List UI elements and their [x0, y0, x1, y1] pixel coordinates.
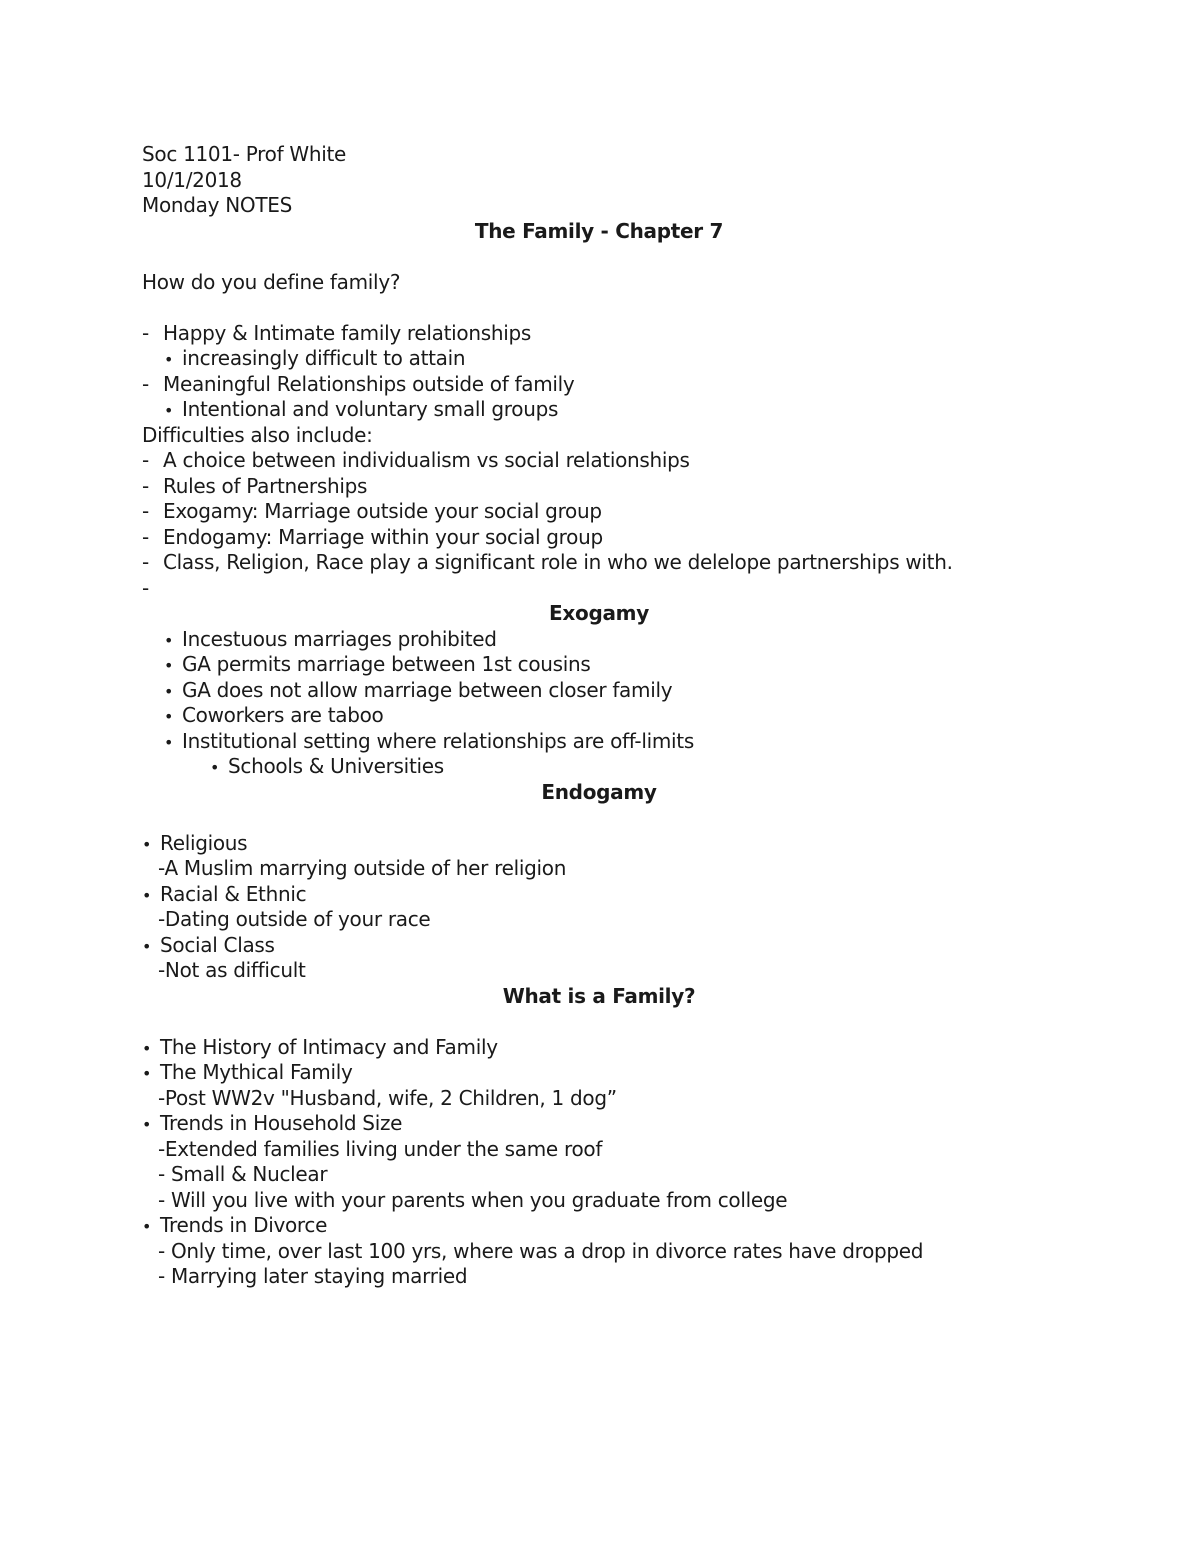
spacer [142, 1009, 1062, 1035]
bullet-marker: • [142, 834, 152, 854]
list-item-text: Institutional setting where relationships are off-limits [182, 728, 694, 753]
bullet-marker: • [164, 401, 174, 420]
course-line: Soc 1101- Prof White [142, 142, 347, 166]
list-item-text: Racial & Ethnic [160, 881, 307, 906]
list-item-text: GA permits marriage between 1st cousins [182, 652, 591, 676]
spacer [142, 805, 1062, 831]
endogamy-heading: Endogamy [541, 779, 657, 804]
notes-label: Monday NOTES [142, 193, 292, 217]
sub-list-item: -Extended families living under the same roof [158, 1136, 603, 1161]
list-item-text: The History of Intimacy and Family [160, 1034, 498, 1059]
list-item [142, 729, 1062, 755]
bullet-marker: • [142, 1217, 152, 1236]
bullet-marker: • [164, 732, 174, 752]
list-item [142, 1060, 1062, 1086]
list-item [142, 499, 1062, 525]
dash-marker: - [142, 550, 149, 574]
sub-list-item: - Will you live with your parents when you graduate from college [158, 1187, 788, 1212]
dash-marker: - [142, 371, 149, 396]
sub-list-item: - Small & Nuclear [158, 1162, 328, 1186]
list-item-text: Trends in Household Size [160, 1111, 403, 1135]
family-heading: What is a Family? [502, 983, 696, 1008]
dash-marker: - [142, 499, 149, 523]
sub-list-item [142, 397, 1062, 423]
sub-list-item [142, 754, 1062, 780]
list-item-text: Happy & Intimate family relationships [163, 320, 532, 345]
spacer [142, 295, 1062, 321]
bullet-marker: • [164, 656, 174, 675]
bullet-marker: • [164, 681, 174, 701]
list-item [142, 1111, 1062, 1137]
intro-question: How do you define family? [142, 269, 401, 294]
sub-list-item [142, 346, 1062, 372]
list-item [142, 627, 1062, 653]
list-item-text: Endogamy: Marriage within your social group [163, 524, 603, 549]
list-item [142, 678, 1062, 704]
sub-list-item: -Not as difficult [158, 958, 306, 982]
list-item [142, 882, 1062, 908]
sub-list-item: -Dating outside of your race [158, 907, 431, 931]
list-item-text: Religious [160, 830, 248, 855]
bullet-marker: • [164, 707, 174, 726]
list-item-text: A choice between individualism vs social relationships [163, 448, 690, 472]
bullet-marker: • [142, 1038, 152, 1058]
bullet-marker: • [142, 885, 152, 905]
list-item [142, 831, 1062, 857]
list-item [142, 1035, 1062, 1061]
bullet-marker: • [142, 1064, 152, 1083]
list-item [142, 1213, 1062, 1239]
sub-list-item-text: Schools & Universities [228, 754, 444, 778]
sub-list-item: - Only time, over last 100 yrs, where was a drop in divorce rates have dropped [158, 1238, 924, 1263]
date-line: 10/1/2018 [142, 167, 242, 192]
list-item-text: Incestuous marriages prohibited [182, 626, 497, 651]
list-item-text: Exogamy: Marriage outside your social group [163, 499, 602, 523]
list-item [142, 372, 1062, 398]
sub-list-item-text: Intentional and voluntary small groups [182, 397, 559, 421]
sub-list-item: -Post WW2v "Husband, wife, 2 Children, 1 dog” [158, 1085, 617, 1110]
empty-dash-item: - [142, 575, 149, 600]
notes-content [142, 142, 1062, 1290]
difficulties-heading: Difficulties also include: [142, 422, 373, 447]
list-item-text: Social Class [160, 932, 275, 957]
bullet-marker: • [142, 936, 152, 956]
bullet-marker: • [164, 350, 174, 369]
list-item-text: Rules of Partnerships [163, 473, 368, 498]
list-item [142, 703, 1062, 729]
list-item [142, 321, 1062, 347]
list-item-text: GA does not allow marriage between closer family [182, 677, 673, 702]
list-item [142, 652, 1062, 678]
spacer [142, 244, 1062, 270]
list-item [142, 474, 1062, 500]
list-item-text: Class, Religion, Race play a significant role in who we delelope partnerships with. [163, 550, 953, 574]
dash-marker: - [142, 448, 149, 472]
dash-marker: - [142, 524, 149, 549]
list-item [142, 933, 1062, 959]
sub-list-item: -A Muslim marrying outside of her religion [158, 856, 567, 880]
list-item [142, 448, 1062, 474]
list-item [142, 525, 1062, 551]
exogamy-heading: Exogamy [549, 601, 649, 625]
sub-list-item-text: increasingly difficult to attain [182, 346, 466, 370]
bullet-marker: • [142, 1115, 152, 1134]
bullet-marker: • [210, 758, 220, 777]
list-item-text: The Mythical Family [160, 1060, 353, 1084]
document-title: The Family - Chapter 7 [474, 218, 724, 243]
list-item-text: Coworkers are taboo [182, 703, 384, 727]
list-item-text: Trends in Divorce [160, 1213, 328, 1237]
sub-list-item: - Marrying later staying married [158, 1264, 468, 1288]
list-item-text: Meaningful Relationships outside of family [163, 371, 575, 396]
dash-marker: - [142, 473, 149, 498]
dash-marker: - [142, 320, 149, 345]
list-item [142, 550, 1062, 576]
bullet-marker: • [164, 630, 174, 650]
